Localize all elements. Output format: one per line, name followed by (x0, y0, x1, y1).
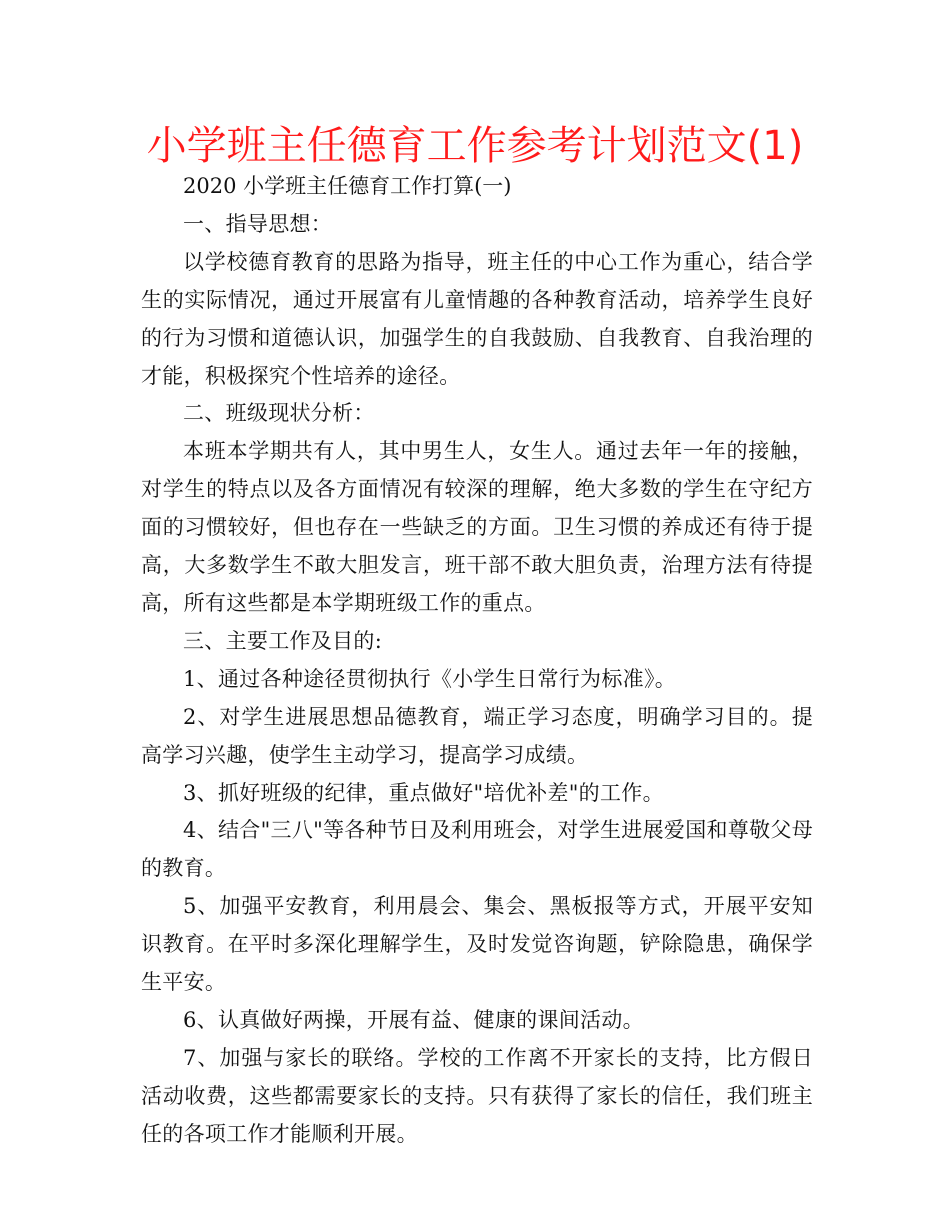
list-item-5: 5、加强平安教育，利用晨会、集会、黑板报等方式，开展平安知识教育。在平时多深化理解学生，及时发觉咨询题，铲除隐患，确保学生平安。 (141, 894, 813, 995)
document-title: 小学班主任德育工作参考计划范文(1) (146, 123, 804, 169)
document-body (141, 168, 813, 1154)
list-item-6: 6、认真做好两操，开展有益、健康的课间活动。 (183, 1007, 644, 1032)
section-heading-class-analysis: 二、班级现状分析： (183, 401, 375, 426)
list-item-4: 4、结合"三八"等各种节日及利用班会，对学生进展爱国和尊敬父母的教育。 (141, 818, 813, 881)
list-item-7: 7、加强与家长的联络。学校的工作离不开家长的支持，比方假日活动收费，这些都需要家长的支持。只有获得了家长的信任，我们班主任的各项工作才能顺利开展。 (141, 1045, 813, 1146)
document-subtitle: 2020 小学班主任德育工作打算(一) (183, 174, 512, 198)
paragraph-guiding-ideology: 以学校德育教育的思路为指导，班主任的中心工作为重心，结合学生的实际情况，通过开展富有儿童情趣的各种教育活动，培养学生良好的行为习惯和道德认识，加强学生的自我鼓励、自我教育、自我治理的才能，积极探究个性培养的途径。 (141, 249, 813, 388)
paragraph-class-analysis: 本班本学期共有人，其中男生人，女生人。通过去年一年的接触，对学生的特点以及各方面情况有较深的理解，绝大多数的学生在守纪方面的习惯较好，但也存在一些缺乏的方面。卫生习惯的养成还有待于提高，大多数学生不敢大胆发言，班干部不敢大胆负责，治理方法有待提高，所有这些都是本学期班级工作的重点。 (141, 439, 813, 615)
list-item-3: 3、抓好班级的纪律，重点做好"培优补差"的工作。 (183, 780, 664, 805)
section-heading-main-work: 三、主要工作及目的: (183, 628, 383, 653)
list-item-1: 1、通过各种途径贯彻执行《小学生日常行为标准》。 (183, 666, 677, 691)
list-item-2: 2、对学生进展思想品德教育，端正学习态度，明确学习目的。提高学习兴趣，使学生主动学习，提高学习成绩。 (141, 704, 813, 767)
section-heading-guiding-ideology: 一、指导思想： (183, 211, 333, 236)
